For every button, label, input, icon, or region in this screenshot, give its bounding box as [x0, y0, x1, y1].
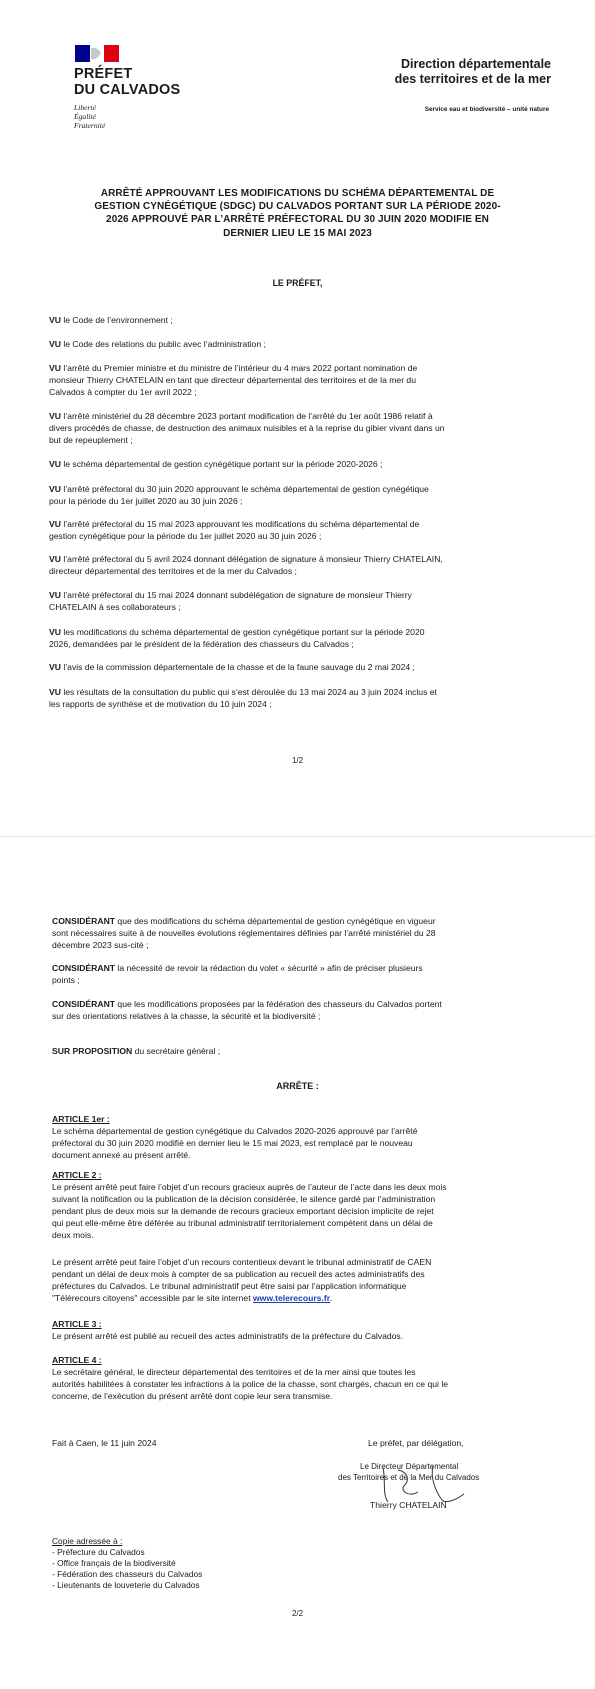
article-1-heading: ARTICLE 1er :	[52, 1114, 110, 1124]
vu-item-10: VU les modifications du schéma départemental de gestion cynégétique portant sur la période 2020 2026, demandées par le président de la fédération des chasseurs du Calvados ;	[49, 627, 425, 649]
considerant-keyword: CONSIDÉRANT	[52, 999, 116, 1009]
copies-heading: Copie adressée à :	[52, 1536, 123, 1546]
vu-keyword: VU	[49, 590, 61, 600]
vu-keyword: VU	[49, 459, 61, 469]
article-4: ARTICLE 4 : Le secrétaire général, le directeur départemental des territoires et de la mer ainsi que toutes les autorités habilitées à constater les infractions à la police de la chasse, sont chargés, chacun en ce qui le concerne, de l’exécution du présent arrêté dont copie leur sera transmise.	[52, 1354, 562, 1402]
service-label: Service eau et biodiversité – unité nature	[424, 106, 549, 113]
vu-keyword: VU	[49, 363, 61, 373]
article-3: ARTICLE 3 : Le présent arrêté est publié au recueil des actes administratifs de la préfecture du Calvados.	[52, 1318, 562, 1342]
motto-fraternite: Fraternité	[74, 121, 106, 130]
title-line-1: ARRÊTÉ APPROUVANT LES MODIFICATIONS DU SCHÉMA DÉPARTEMENTAL DE	[100, 188, 495, 199]
vu-item-5: VU le schéma départemental de gestion cynégétique portant sur la période 2020-2026 ;	[49, 459, 383, 469]
official-stamp	[338, 1460, 508, 1526]
vu-keyword: VU	[49, 554, 61, 564]
considerant-2: CONSIDÉRANT la nécessité de revoir la rédaction du volet « sécurité » afin de préciser plusieurs points ;	[52, 963, 423, 985]
telerecours-link[interactable]: www.telerecours.fr	[252, 1293, 331, 1303]
vu-item-8: VU l’arrêté préfectoral du 5 avril 2024 donnant délégation de signature à monsieur Thierry CHATELAIN, directeur départemental des territoires et de la mer du Calvados ;	[49, 554, 443, 576]
title-line-4: DERNIER LIEU LE 15 MAI 2023	[223, 227, 372, 239]
place-date: Fait à Caen, le 11 juin 2024	[52, 1438, 157, 1448]
vu-keyword: VU	[49, 484, 61, 494]
motto-egalite: Égalité	[74, 112, 96, 121]
marianne-logo-icon	[75, 45, 119, 62]
sur-proposition-keyword: SUR PROPOSITION	[52, 1046, 133, 1056]
article-2-heading: ARTICLE 2 :	[52, 1170, 102, 1180]
vu-text: le Code des relations du public avec l’administration ;	[60, 339, 266, 349]
article-1: ARTICLE 1er : Le schéma départemental de gestion cynégétique du Calvados 2020-2026 approuvé par l’arrêté préfectoral du 30 juin 2020 modifié en dernier lieu le 15 mai 2023, est remplacé par le nouveau document annexé au présent arrêté.	[52, 1113, 560, 1161]
vu-item-1	[49, 314, 554, 326]
document-title	[55, 187, 540, 240]
handwritten-signature-icon	[338, 1460, 508, 1526]
le-prefet-heading: LE PRÉFET,	[272, 278, 323, 288]
list-item: - Lieutenants de louveterie du Calvados	[52, 1580, 200, 1590]
considerant-keyword: CONSIDÉRANT	[52, 916, 116, 926]
vu-item-3: VU l’arrêté du Premier ministre et du ministre de l’intérieur du 4 mars 2022 portant nomination de monsieur Thierry CHATELAIN en tant que directeur départemental des territoires et de la mer du Calvados à compter du 1er avril 2022 ;	[49, 363, 418, 397]
vu-keyword: VU	[49, 662, 61, 672]
page-number-1: 1/2	[291, 756, 304, 765]
vu-item-2	[49, 338, 554, 350]
vu-keyword: VU	[49, 627, 61, 637]
considerant-keyword: CONSIDÉRANT	[52, 963, 116, 973]
signatory-name: Thierry CHATELAIN	[370, 1500, 447, 1510]
list-item: - Fédération des chasseurs du Calvados	[52, 1569, 203, 1579]
considerant-3: CONSIDÉRANT que les modifications proposées par la fédération des chasseurs du Calvados portent sur des orientations relatives à la chasse, la sécurité et la biodiversité ;	[52, 999, 442, 1021]
prefect-name-line1: PRÉFET	[74, 66, 133, 82]
vu-text: le Code de l’environnement ;	[60, 315, 173, 325]
title-line-3: 2026 APPROUVÉ PAR L’ARRÊTÉ PRÉFECTORAL DU 30 JUIN 2020 MODIFIE EN	[106, 214, 489, 226]
direction-line2: des territoires et de la mer	[394, 72, 551, 86]
vu-item-11: VU l’avis de la commission départementale de la chasse et de la faune sauvage du 2 mai 2024 ;	[49, 662, 415, 672]
article-4-heading: ARTICLE 4 :	[52, 1355, 102, 1365]
prefect-name-line2: DU CALVADOS	[74, 82, 181, 98]
vu-keyword: VU	[49, 411, 61, 421]
motto-liberte: Liberté	[74, 103, 96, 112]
page-number-2: 2/2	[291, 1609, 304, 1618]
copies-block	[52, 1536, 202, 1591]
delegation-line: Le préfet, par délégation,	[368, 1438, 464, 1448]
vu-keyword: VU	[49, 339, 61, 349]
article-2-paragraph-2: Le présent arrêté peut faire l’objet d’un recours contentieux devant le tribunal administratif de CAEN pendant un délai de deux mois à compter de sa publication au recueil des actes administratifs des préfectures du Calvados. Le tribunal administratif peut être saisi par l’application informatique "Télérecours citoyens" accessible par le site internet www.telerecours.fr.	[52, 1257, 432, 1303]
vu-keyword: VU	[49, 315, 61, 325]
vu-item-12: VU les résultats de la consultation du public qui s’est déroulée du 13 mai 2024 au 3 juin 2024 inclus et les rapports de synthèse et de motivation du 10 juin 2024 ;	[49, 687, 437, 709]
vu-item-7: VU l’arrêté préfectoral du 15 mai 2023 approuvant les modifications du schéma départemental de gestion cynégétique pour la période du 1er juillet 2020 au 30 juin 2026 ;	[49, 519, 420, 541]
article-2: ARTICLE 2 : Le présent arrêté peut faire l’objet d’un recours gracieux auprès de l’auteur de l’acte dans les deux mois suivant la notification ou la publication de la décision considérée, le silence gardé par l’administration pendant plus de deux mois sur la demande de recours gracieux emportant décision implicite de rejet qui peut elle-même être déférée au tribunal administratif territorialement compétent dans un délai de deux mois.	[52, 1169, 562, 1241]
direction-line1: Direction départementale	[400, 57, 551, 71]
arrete-heading: ARRÊTE :	[276, 1081, 319, 1091]
stamp-role-2: des Territoires et de la Mer du Calvados	[338, 1473, 480, 1482]
list-item: - Préfecture du Calvados	[52, 1547, 145, 1557]
vu-item-4: VU l’arrêté ministériel du 28 décembre 2023 portant modification de l’arrêté du 1er août 1986 relatif à divers procédés de chasse, de destruction des animaux nuisibles et à la reprise du gibier vivant dans un but de repeuplement ;	[49, 411, 445, 445]
vu-item-6: VU l’arrêté préfectoral du 30 juin 2020 approuvant le schéma départemental de gestion cynégétique pour la période du 1er juillet 2020 au 30 juin 2026 ;	[49, 484, 429, 506]
title-line-2: GESTION CYNÉGÉTIQUE (SDGC) DU CALVADOS PORTANT SUR LA PÉRIODE 2020-	[94, 201, 501, 213]
vu-keyword: VU	[49, 519, 61, 529]
stamp-role-1: Le Directeur Départemental	[360, 1462, 459, 1471]
vu-keyword: VU	[49, 687, 61, 697]
sur-proposition: SUR PROPOSITION du secrétaire général ;	[52, 1046, 221, 1056]
vu-item-9: VU l’arrêté préfectoral du 15 mai 2024 donnant subdélégation de signature de monsieur Thierry CHATELAIN à ses collaborateurs ;	[49, 590, 412, 612]
list-item: - Office français de la biodiversité	[52, 1558, 176, 1568]
page-separator	[0, 836, 595, 837]
article-3-heading: ARTICLE 3 :	[52, 1319, 102, 1329]
considerant-1: CONSIDÉRANT que des modifications du schéma départemental de gestion cynégétique en vigueur sont nécessaires suite à de nouvelles évolutions réglementaires définies par l’arrêté ministériel du 28 décembre 2023 sus-cité ;	[52, 916, 436, 950]
